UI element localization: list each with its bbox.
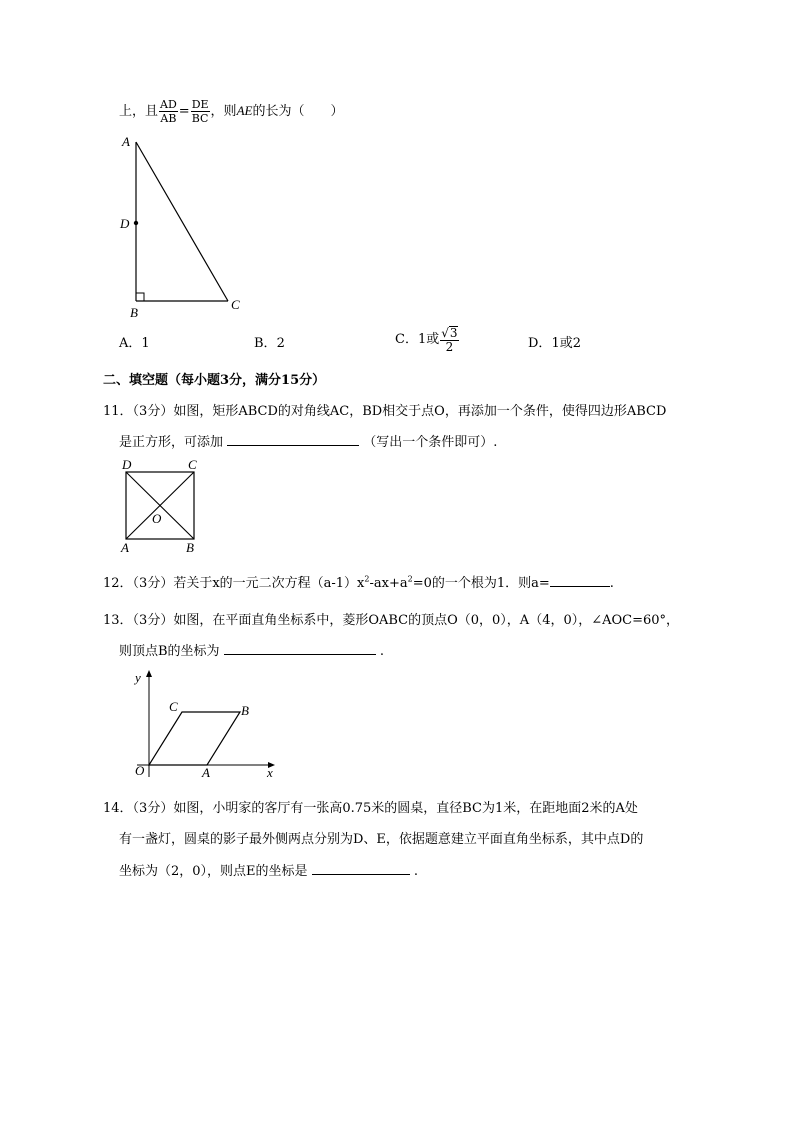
q14-answer-blank[interactable] [312,862,410,875]
q13-answer-blank[interactable] [224,642,376,655]
rhombus-figure [125,665,285,785]
y-axis-arrow [146,670,152,677]
option-c[interactable] [395,320,460,360]
fraction-numerator: DE [191,98,209,111]
q12-pre: 12．（3分）若关于x的一元二次方程（a-1）x [103,576,365,591]
q11-line1: 11．（3分）如图，矩形ABCD的对角线AC，BD相交于点O，再添加一个条件，使得四边形ABCD [103,404,667,419]
label-x: x [267,765,273,780]
q12-answer-blank[interactable] [550,574,610,587]
q13-line2 [119,640,384,659]
fraction-numerator: √3 [441,325,458,340]
equals-sign: = [178,104,190,119]
option-d[interactable] [528,332,581,351]
q13-line2-post: . [379,644,384,659]
q14-line3-post: . [413,864,418,879]
label-b: B [241,703,249,718]
fraction-ad-ab [159,98,178,125]
option-c-text: 1或 [417,332,440,347]
fraction-sqrt3-over-2 [440,326,458,354]
option-b[interactable] [254,332,285,351]
label-c: C [231,297,240,312]
fraction-denominator: AB [160,112,177,125]
point-d [134,221,138,225]
q13-line1: 13．（3分）如图，在平面直角坐标系中，菱形OABC的顶点O（0，0），A（4，0），∠AOC=60°， [103,613,680,628]
q10-suffix-pre: ，则 [210,104,237,119]
q12-line [103,572,614,591]
option-a-text: 1 [141,336,150,351]
triangle-figure [110,130,260,325]
fraction-numerator: AD [160,98,177,111]
fraction-de-bc [191,98,210,125]
q11-line2-post: （写出一个条件即可）. [363,435,498,450]
label-a: A [121,540,129,555]
q14-line2: 有一盏灯，圆桌的影子最外侧两点分别为D、E，依据题意建立平面直角坐标系，其中点D的 [119,832,644,847]
rhombus-oabc [149,712,240,765]
option-c-letter: C． [395,332,418,347]
q12-end: . [609,576,614,591]
label-y: y [135,670,141,685]
q11-line2-pre: 是正方形，可添加 [119,435,224,450]
label-d: D [120,216,130,231]
label-c: C [188,457,197,472]
q11-line2 [119,431,497,450]
label-c: C [169,699,178,714]
q12-exp2: 2 [407,574,413,584]
q14-line3 [119,860,418,879]
label-a: A [122,134,130,149]
q12-post: =0的一个根为1．则a= [412,576,550,591]
right-angle-mark [136,293,144,301]
label-d: D [122,457,132,472]
q12-exp1: 2 [364,574,370,584]
label-a: A [202,765,210,780]
triangle-side-ac [136,142,228,301]
option-d-text: 1或2 [551,336,581,351]
q10-var: AE [236,103,253,118]
option-b-letter: B． [254,336,277,351]
option-a-letter: A． [119,336,142,351]
square-figure [115,456,210,556]
label-b: B [130,305,138,320]
label-b: B [186,540,194,555]
q10-stem [119,94,343,128]
option-b-text: 2 [276,336,285,351]
q10-suffix-post: 的长为（ ） [252,104,344,119]
section-heading: 二、填空题（每小题3分，满分15分） [103,373,326,388]
q14-line1: 14．（3分）如图，小明家的客厅有一张高0.75米的圆桌，直径BC为1米，在距地面2米的A处 [103,801,638,816]
label-o: O [135,763,145,778]
label-o: O [152,511,162,526]
option-d-letter: D． [528,336,552,351]
q13-line2-pre: 则顶点B的坐标为 [119,644,220,659]
sqrt-radicand: 3 [449,325,458,340]
q14-line3-pre: 坐标为（2，0），则点E的坐标是 [119,864,308,879]
fraction-denominator: BC [191,112,209,125]
q12-mid: -ax+a [369,576,408,591]
option-a[interactable] [119,332,150,351]
q10-prefix: 上，且 [119,104,159,119]
q11-answer-blank[interactable] [227,433,359,446]
fraction-denominator: 2 [445,339,454,354]
